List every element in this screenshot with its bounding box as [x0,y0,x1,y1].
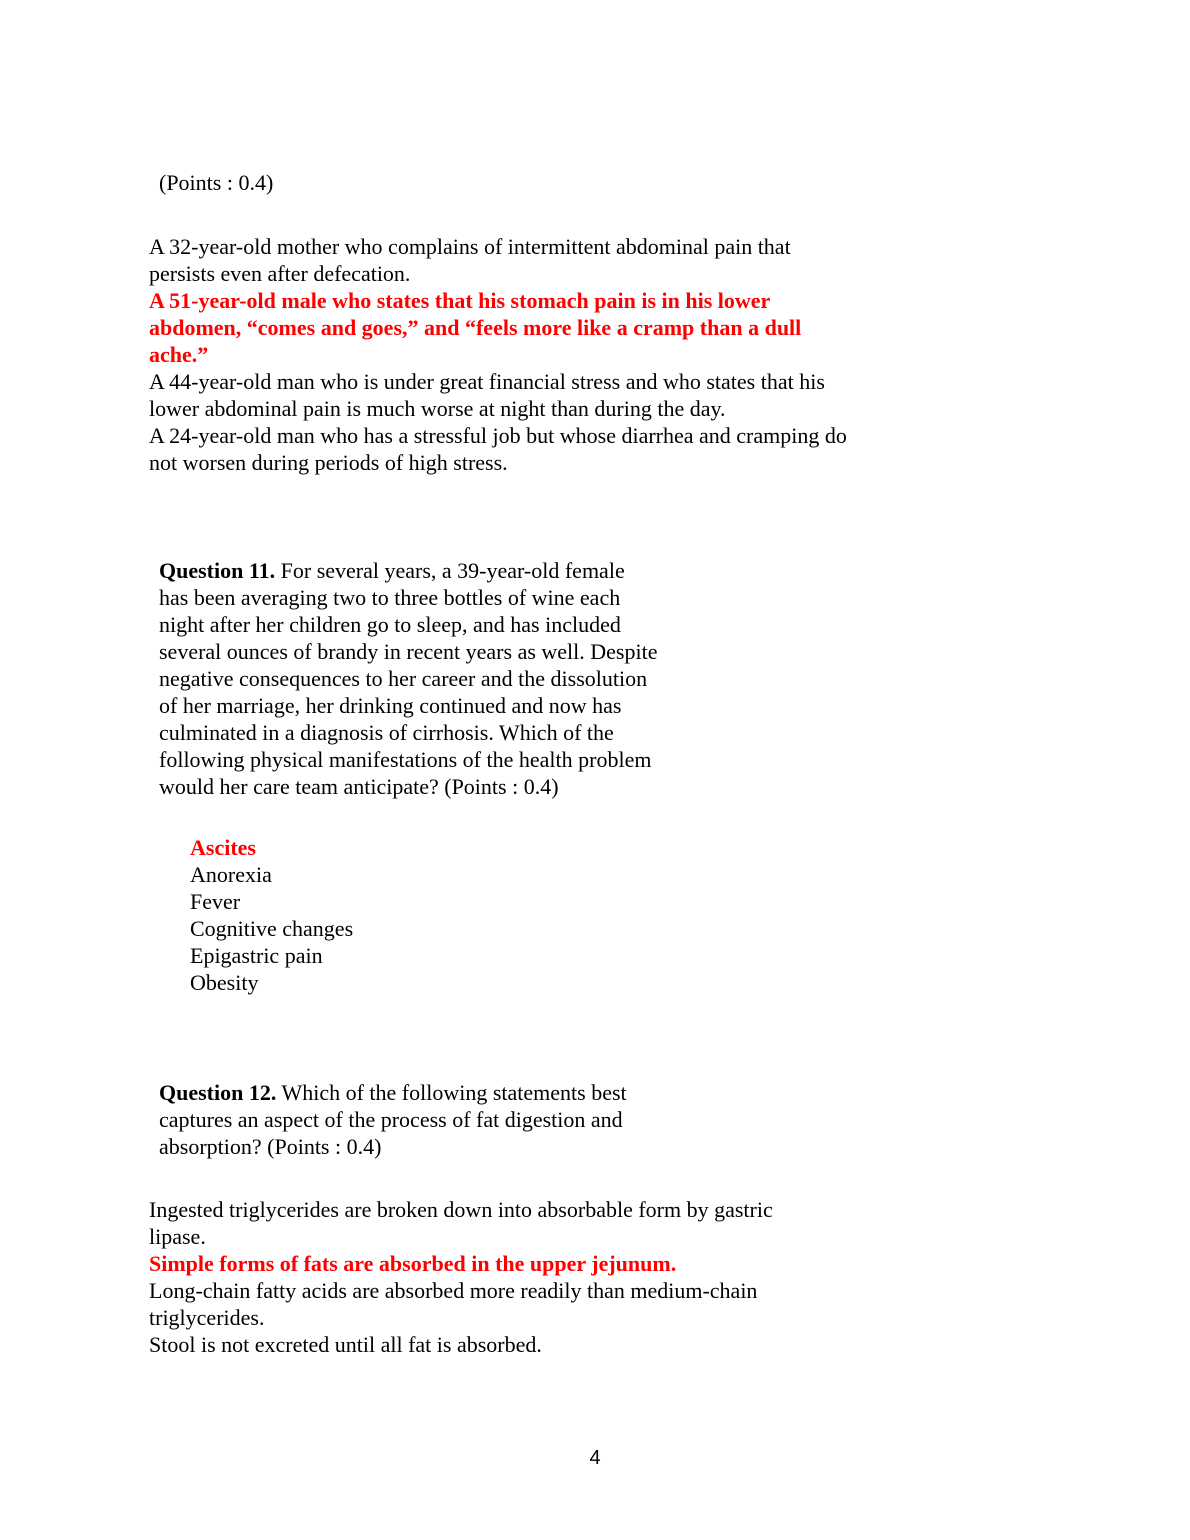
answer-option-correct: Ascites [190,835,256,860]
answer-option: Stool is not excreted until all fat is absorbed. [149,1332,542,1357]
answer-option-correct: A 51-year-old male who states that his stomach pain is in his lower abdomen, “comes and goes,” and “feels more like a cramp than a dull ache.” [149,288,802,367]
answer-option: Cognitive changes [190,916,354,941]
q12-answer-list [149,1196,829,1358]
answer-option: Fever [190,889,241,914]
answer-option: A 24-year-old man who has a stressful job but whose diarrhea and cramping do not worsen during periods of high stress. [149,423,847,475]
question-11 [159,557,659,800]
q10-answer-list [149,233,849,476]
question-label: Question 12. [159,1080,277,1105]
answer-option: Long-chain fatty acids are absorbed more readily than medium-chain triglycerides. [149,1278,758,1330]
question-12 [159,1079,629,1160]
answer-option-correct: Simple forms of fats are absorbed in the upper jejunum. [149,1251,677,1276]
question-label: Question 11. [159,558,276,583]
q11-answer-list [190,834,353,996]
answer-option: Obesity [190,970,259,995]
answer-option: A 32-year-old mother who complains of intermittent abdominal pain that persists even after defecation. [149,234,791,286]
question-text: For several years, a 39-year-old female has been averaging two to three bottles of wine each night after her children go to sleep, and has included several ounces of brandy in recent years as well. Despite negative consequences to her career and the dissolution of her marriage, her drinking continued and now has culminated in a diagnosis of cirrhosis. Which of the following physical manifestations of the health problem would her care team anticipate? (Points : 0.4) [159,558,658,799]
answer-option: A 44-year-old man who is under great financial stress and who states that his lower abdominal pain is much worse at night than during the day. [149,369,825,421]
q10-points: (Points : 0.4) [159,170,274,195]
page-number: 4 [589,1447,601,1469]
answer-option: Ingested triglycerides are broken down into absorbable form by gastric lipase. [149,1197,773,1249]
answer-option: Anorexia [190,862,272,887]
answer-option: Epigastric pain [190,943,323,968]
question-text: Which of the following statements best captures an aspect of the process of fat digestion and absorption? (Points : 0.4) [159,1080,627,1159]
